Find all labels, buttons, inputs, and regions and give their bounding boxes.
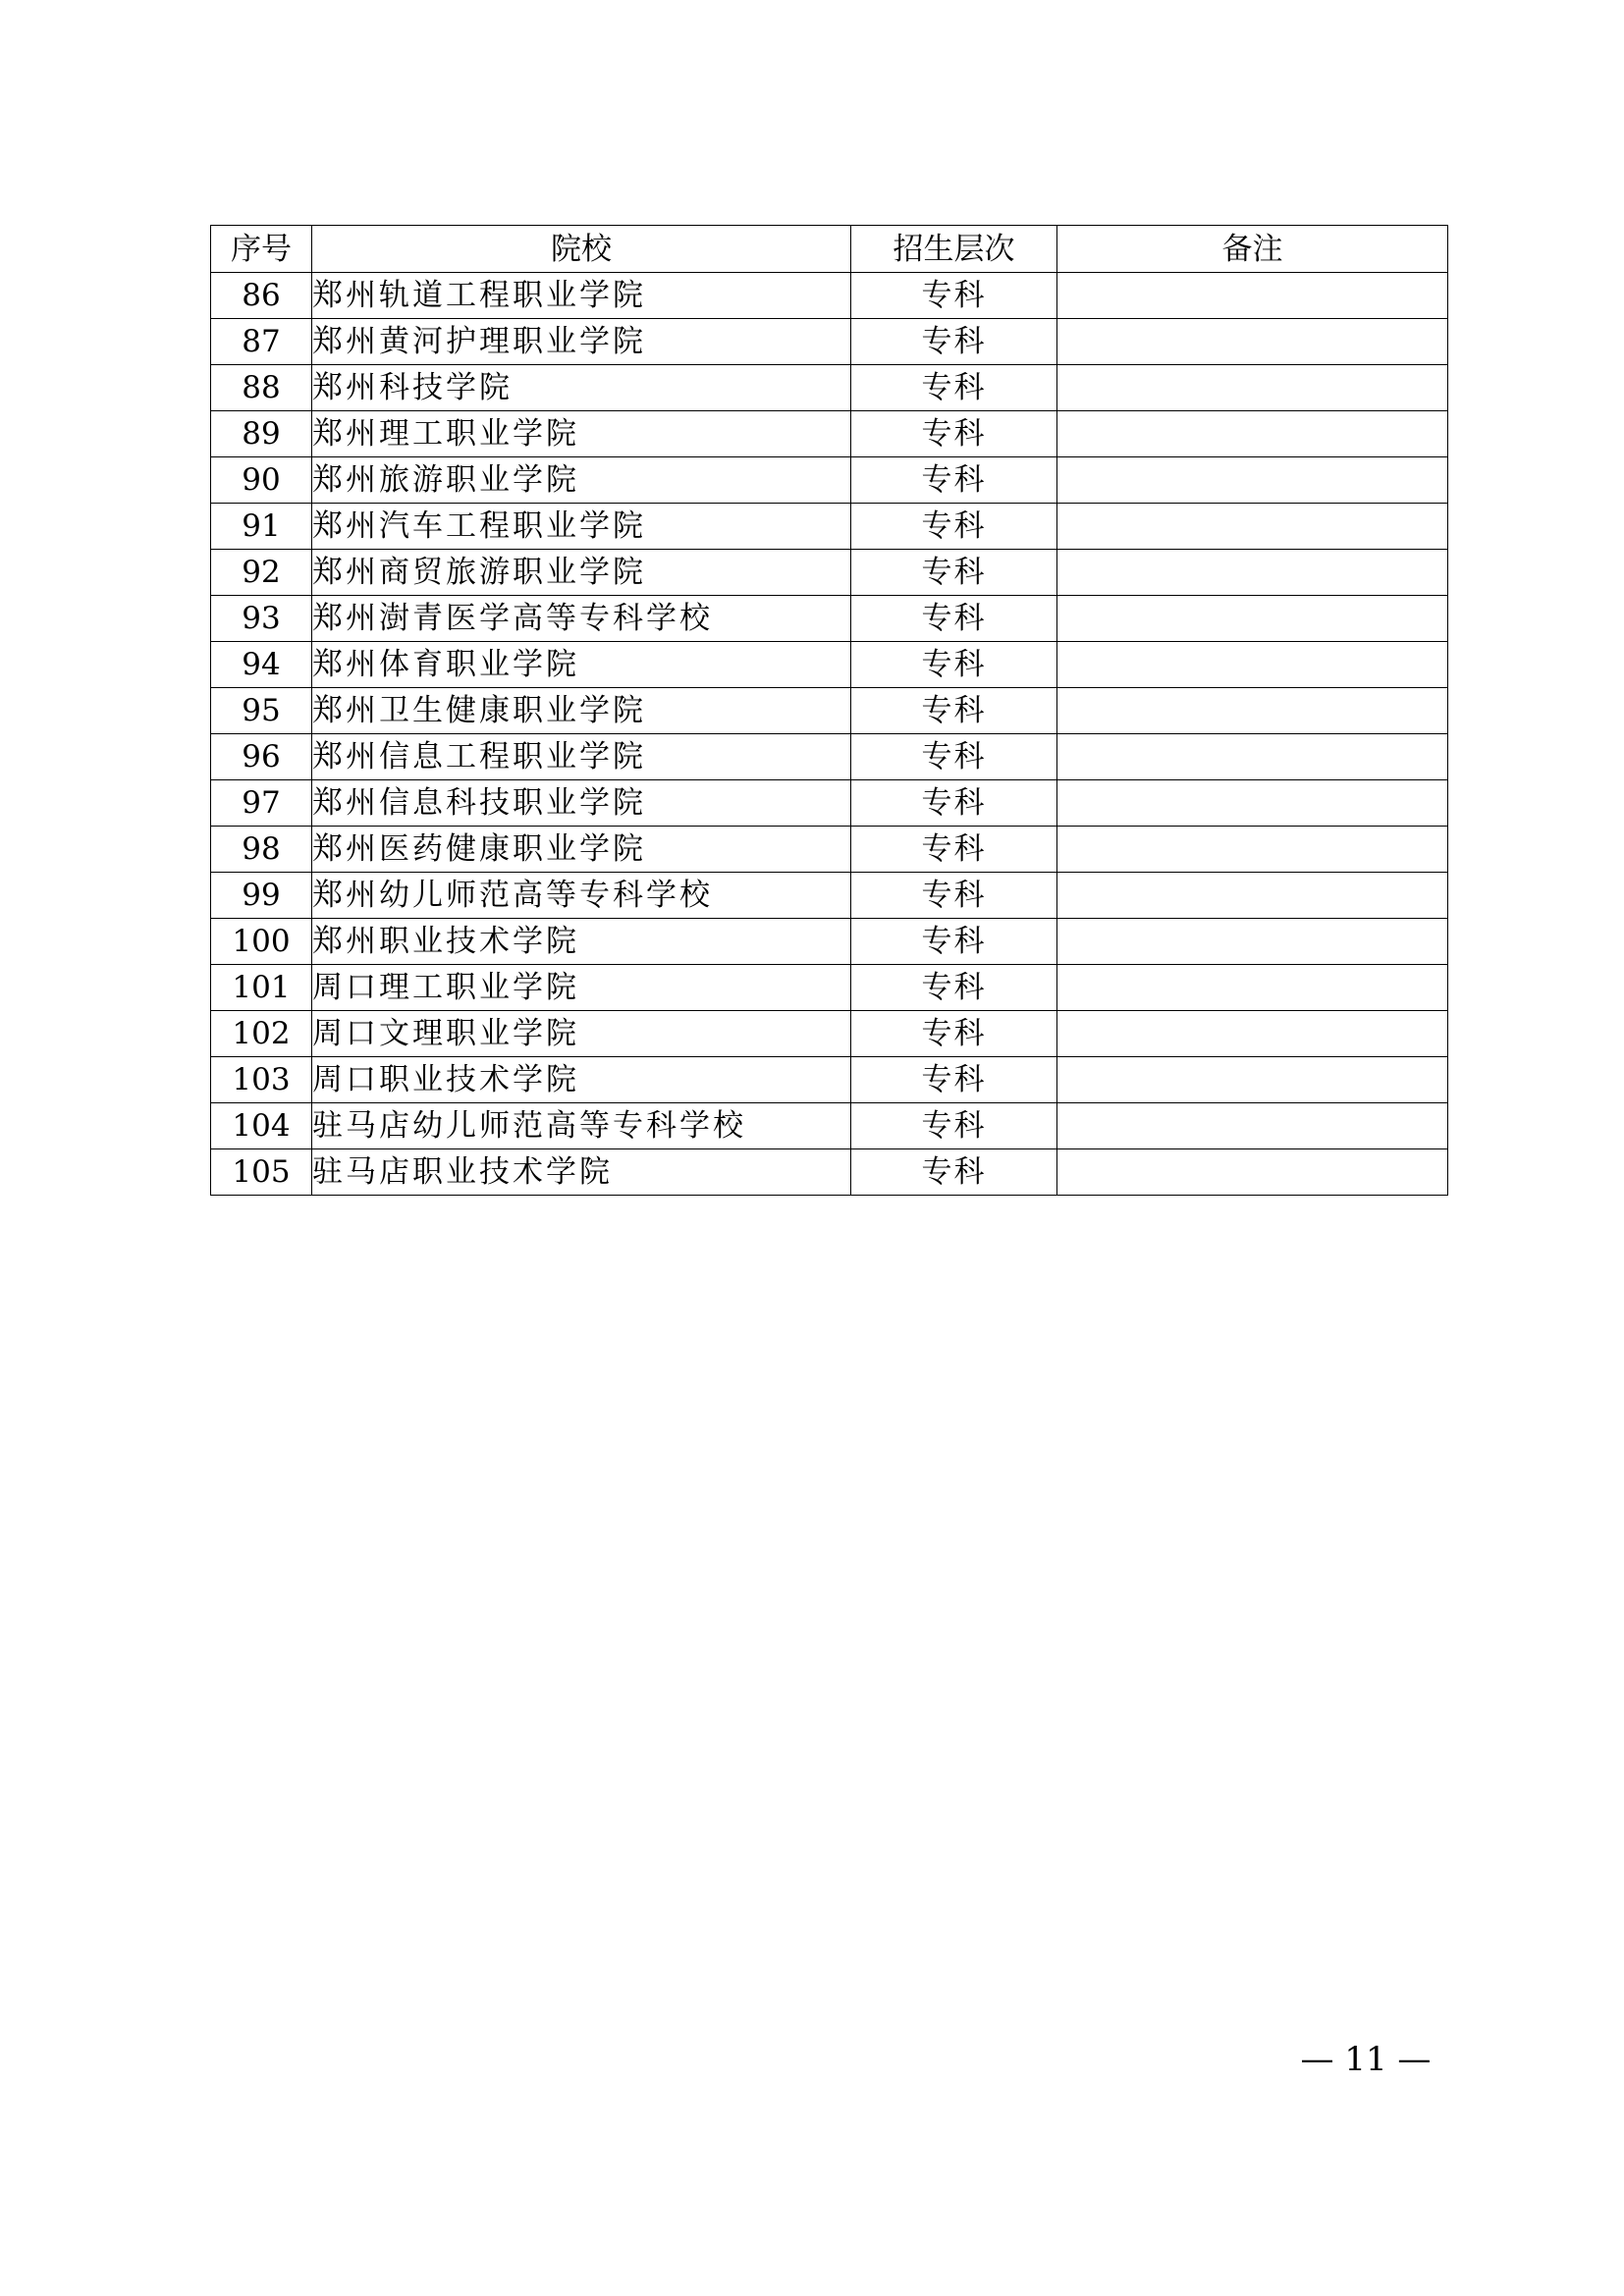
enrollment-level: 专科 — [851, 550, 1057, 596]
table-row — [211, 688, 1448, 734]
school-name: 郑州职业技术学院 — [312, 919, 851, 965]
remark — [1057, 827, 1448, 873]
row-number: 88 — [211, 365, 312, 411]
remark — [1057, 411, 1448, 457]
remark — [1057, 319, 1448, 365]
school-name: 郑州澍青医学高等专科学校 — [312, 596, 851, 642]
table-row — [211, 642, 1448, 688]
header-level: 招生层次 — [851, 226, 1057, 273]
remark — [1057, 273, 1448, 319]
table-row — [211, 365, 1448, 411]
schools-table — [210, 225, 1448, 1196]
enrollment-level: 专科 — [851, 596, 1057, 642]
table-row — [211, 965, 1448, 1011]
school-name: 郑州幼儿师范高等专科学校 — [312, 873, 851, 919]
row-number: 86 — [211, 273, 312, 319]
remark — [1057, 734, 1448, 780]
table-header-row — [211, 226, 1448, 273]
school-name: 郑州轨道工程职业学院 — [312, 273, 851, 319]
row-number: 105 — [211, 1149, 312, 1196]
row-number: 92 — [211, 550, 312, 596]
table-row — [211, 780, 1448, 827]
school-name: 驻马店幼儿师范高等专科学校 — [312, 1103, 851, 1149]
row-number: 100 — [211, 919, 312, 965]
remark — [1057, 873, 1448, 919]
table-row — [211, 1057, 1448, 1103]
remark — [1057, 965, 1448, 1011]
school-name: 郑州医药健康职业学院 — [312, 827, 851, 873]
row-number: 102 — [211, 1011, 312, 1057]
remark — [1057, 365, 1448, 411]
header-note: 备注 — [1057, 226, 1448, 273]
remark — [1057, 1103, 1448, 1149]
enrollment-level: 专科 — [851, 873, 1057, 919]
table-row — [211, 457, 1448, 504]
school-name: 周口职业技术学院 — [312, 1057, 851, 1103]
remark — [1057, 688, 1448, 734]
school-name: 郑州汽车工程职业学院 — [312, 504, 851, 550]
row-number: 97 — [211, 780, 312, 827]
remark — [1057, 1149, 1448, 1196]
table-row — [211, 1011, 1448, 1057]
table-row — [211, 273, 1448, 319]
enrollment-level: 专科 — [851, 1103, 1057, 1149]
enrollment-level: 专科 — [851, 1149, 1057, 1196]
row-number: 101 — [211, 965, 312, 1011]
table-row — [211, 1149, 1448, 1196]
table-row — [211, 596, 1448, 642]
remark — [1057, 596, 1448, 642]
remark — [1057, 457, 1448, 504]
table-row — [211, 504, 1448, 550]
table-row — [211, 411, 1448, 457]
table-row — [211, 919, 1448, 965]
row-number: 96 — [211, 734, 312, 780]
remark — [1057, 1011, 1448, 1057]
remark — [1057, 780, 1448, 827]
table-row — [211, 550, 1448, 596]
enrollment-level: 专科 — [851, 734, 1057, 780]
row-number: 90 — [211, 457, 312, 504]
school-name: 郑州旅游职业学院 — [312, 457, 851, 504]
enrollment-level: 专科 — [851, 457, 1057, 504]
row-number: 98 — [211, 827, 312, 873]
header-school: 院校 — [312, 226, 851, 273]
remark — [1057, 1057, 1448, 1103]
row-number: 99 — [211, 873, 312, 919]
enrollment-level: 专科 — [851, 411, 1057, 457]
table-row — [211, 734, 1448, 780]
remark — [1057, 919, 1448, 965]
enrollment-level: 专科 — [851, 319, 1057, 365]
school-name: 驻马店职业技术学院 — [312, 1149, 851, 1196]
row-number: 103 — [211, 1057, 312, 1103]
enrollment-level: 专科 — [851, 1011, 1057, 1057]
enrollment-level: 专科 — [851, 780, 1057, 827]
enrollment-level: 专科 — [851, 365, 1057, 411]
school-name: 周口理工职业学院 — [312, 965, 851, 1011]
table-row — [211, 1103, 1448, 1149]
school-name: 郑州科技学院 — [312, 365, 851, 411]
school-name: 郑州理工职业学院 — [312, 411, 851, 457]
enrollment-level: 专科 — [851, 827, 1057, 873]
table-row — [211, 827, 1448, 873]
enrollment-level: 专科 — [851, 965, 1057, 1011]
row-number: 91 — [211, 504, 312, 550]
row-number: 95 — [211, 688, 312, 734]
enrollment-level: 专科 — [851, 504, 1057, 550]
table-row — [211, 319, 1448, 365]
school-name: 郑州卫生健康职业学院 — [312, 688, 851, 734]
row-number: 87 — [211, 319, 312, 365]
page-number: — 11 — — [1300, 2040, 1432, 2079]
school-name: 郑州信息科技职业学院 — [312, 780, 851, 827]
enrollment-level: 专科 — [851, 688, 1057, 734]
remark — [1057, 550, 1448, 596]
school-name: 郑州体育职业学院 — [312, 642, 851, 688]
school-name: 周口文理职业学院 — [312, 1011, 851, 1057]
row-number: 104 — [211, 1103, 312, 1149]
enrollment-level: 专科 — [851, 273, 1057, 319]
header-no: 序号 — [211, 226, 312, 273]
school-name: 郑州信息工程职业学院 — [312, 734, 851, 780]
row-number: 89 — [211, 411, 312, 457]
row-number: 93 — [211, 596, 312, 642]
table-row — [211, 873, 1448, 919]
remark — [1057, 642, 1448, 688]
enrollment-level: 专科 — [851, 919, 1057, 965]
row-number: 94 — [211, 642, 312, 688]
enrollment-level: 专科 — [851, 1057, 1057, 1103]
table-body — [211, 273, 1448, 1196]
remark — [1057, 504, 1448, 550]
school-name: 郑州黄河护理职业学院 — [312, 319, 851, 365]
school-name: 郑州商贸旅游职业学院 — [312, 550, 851, 596]
enrollment-level: 专科 — [851, 642, 1057, 688]
